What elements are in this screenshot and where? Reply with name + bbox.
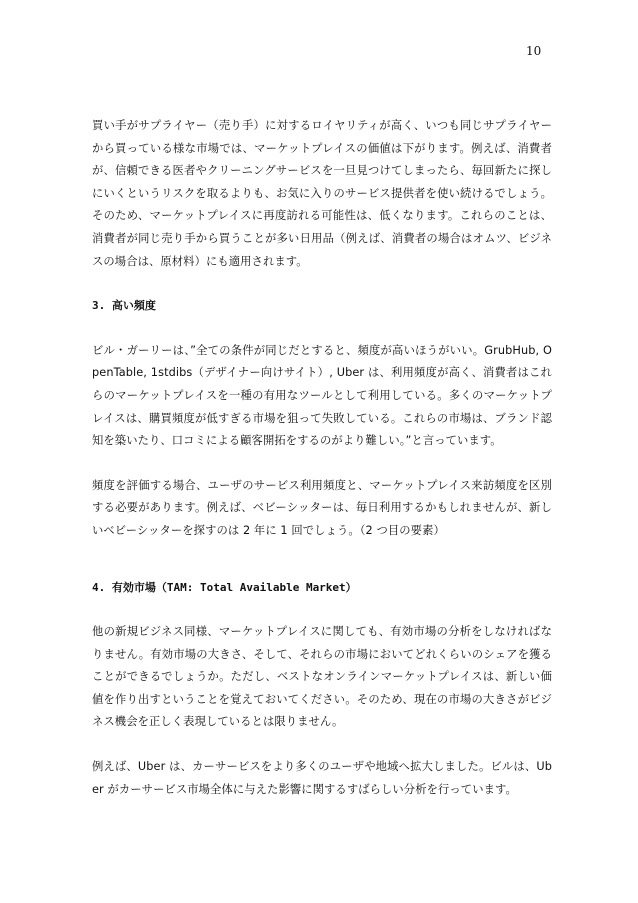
frequency-paragraph-2: 頻度を評価する場合、ユーザのサービス利用頻度と、マーケットプレイス来訪頻度を区別する必要があります。例えば、ベビーシッターは、毎日利用するかもしれませんが、新しいベビーシッターを探すのは 2 年に 1 回でしょう。（2 つ目の要素）	[92, 478, 552, 537]
intro-paragraph: 買い手がサプライヤー（売り手）に対するロイヤリティが高く、いつも同じサプライヤーから買っている様な市場では、マーケットプレイスの価値は下がります。例えば、消費者が、信頼できる医者やクリーニングサービスを一旦見つけてしまったら、毎回新たに探しにいくというリスクを取るよりも、お気に入りのサービス提供者を使い続けるでしょう。そのため、マーケットプレイスに再度訪れる可能性は、低くなります。これらのことは、消費者が同じ売り手から買うことが多い日用品（例えば、消費者の場合はオムツ、ビジネスの場合は、原材料）にも適用されます。	[92, 119, 552, 268]
page-number: 10	[526, 44, 542, 58]
spacer	[92, 543, 552, 577]
section-heading-frequency: 3. 高い頻度	[92, 299, 156, 313]
frequency-paragraph-1: ビル・ガーリーは、”全ての条件が同じだとすると、頻度が高いほうがいい。GrubHub, OpenTable, 1stdibs（デザイナー向けサイト）, Uber は、利用頻度が高く、消費者はこれらのマーケットプレイスを一種の有用なツールとして利用している。多くのマーケットプレイスは、購買頻度が低すぎる市場を狙って失敗している。これらの市場は、ブランド認知を築いたり、口コミによる顧客開拓をするのがより難しい。”と言っています。	[92, 343, 552, 448]
spacer	[92, 453, 552, 475]
spacer	[92, 734, 552, 756]
tam-paragraph-1: 他の新規ビジネス同様、マーケットプレイスに関しても、有効市場の分析をしなければなりません。有効市場の大きさ、そして、それらの市場においてどれくらいのシェアを獲ることができるでしょうか。ただし、ベストなオンラインマーケットプレイスは、新しい価値を作り出すということを覚えておいてください。そのため、現在の市場の大きさがビジネス機会を正しく表現しているとは限りません。	[92, 625, 552, 729]
spacer	[92, 273, 552, 295]
document-body	[92, 115, 552, 801]
spacer	[92, 318, 552, 340]
spacer	[92, 599, 552, 621]
tam-paragraph-2: 例えば、Uber は、カーサービスをより多くのユーザや地域へ拡大しました。ビルは、Uber がカーサービス市場全体に与えた影響に関するすばらしい分析を行っています。	[92, 760, 552, 796]
section-heading-tam: 4. 有効市場（TAM: Total Available Market）	[92, 580, 357, 594]
